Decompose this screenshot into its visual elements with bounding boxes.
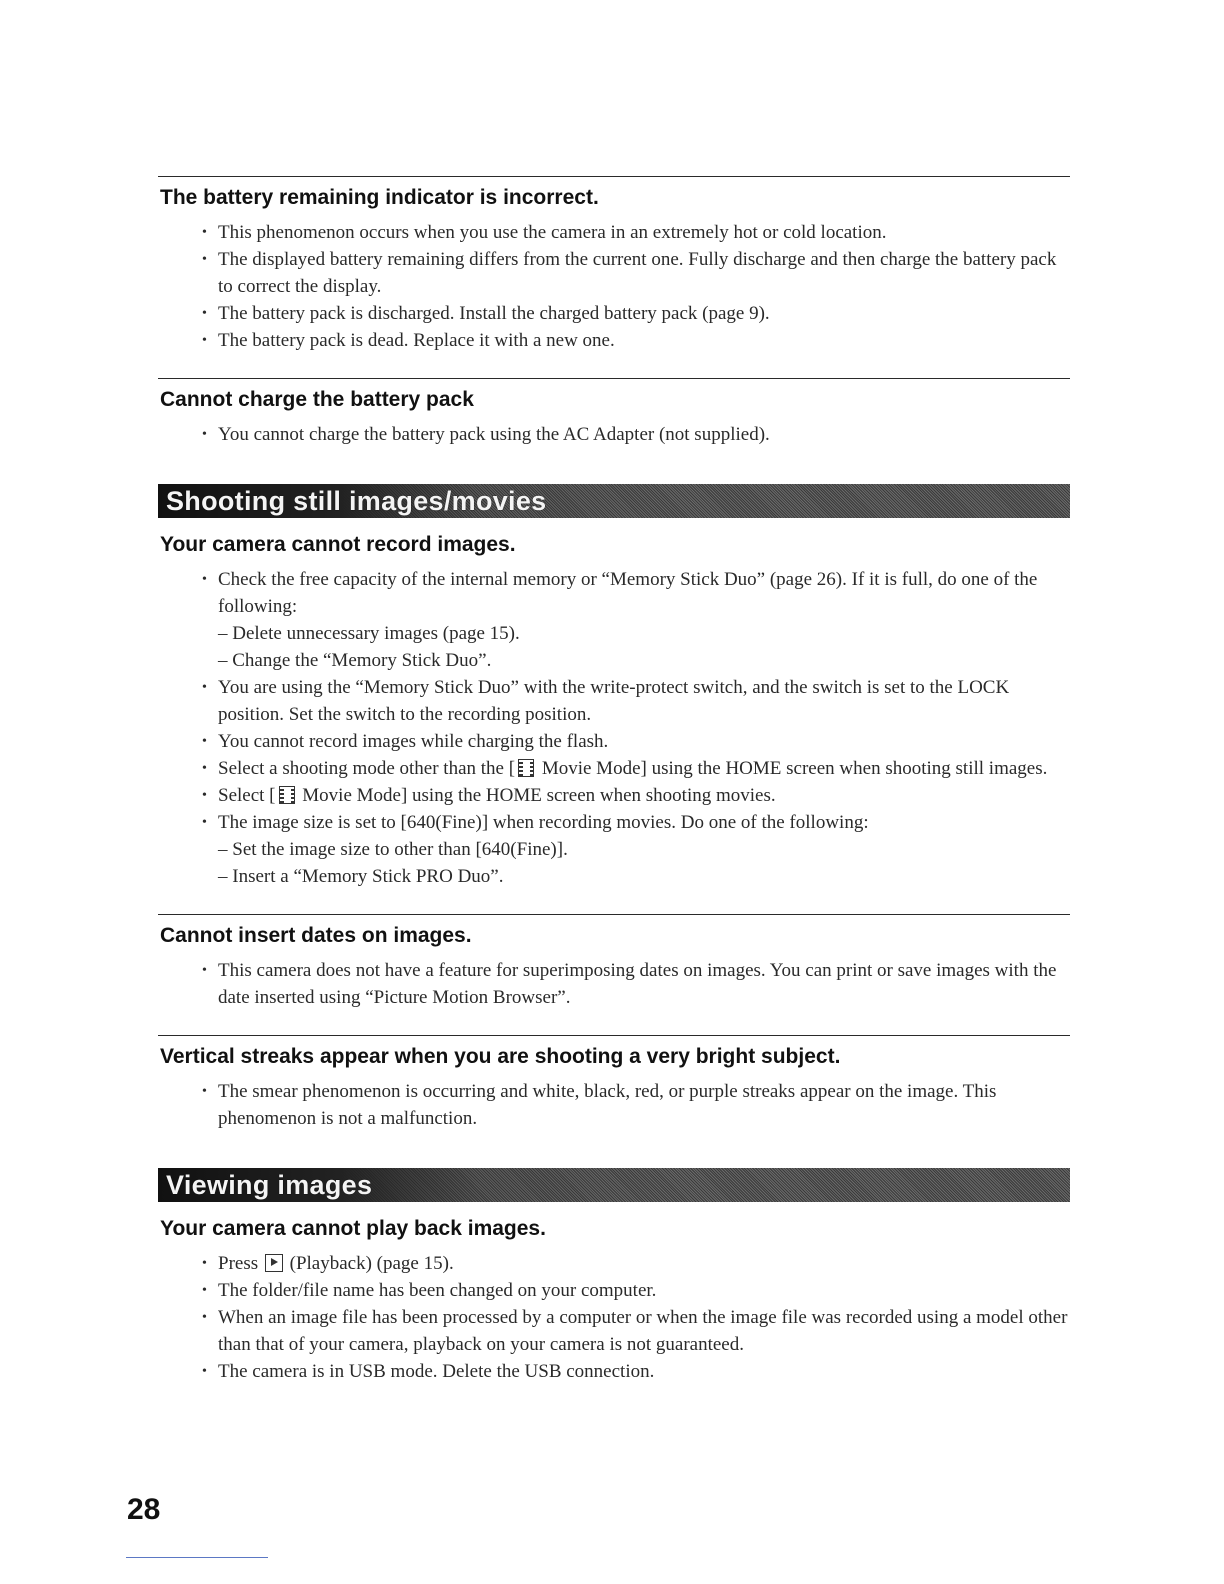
item-text: Press [218,1253,263,1274]
list-item: • The camera is in USB mode. Delete the USB connection. [202,1358,1070,1385]
list-item [202,809,1070,890]
section-heading: Your camera cannot play back images. [160,1217,546,1240]
section-cannot-record [158,532,1070,890]
banner-title: Viewing images [166,1170,373,1200]
section-cannot-insert-dates [158,914,1070,1011]
sub-item: – Delete unnecessary images (page 15). [218,623,520,644]
list-item: • You cannot charge the battery pack using the AC Adapter (not supplied). [202,421,1070,448]
list-item [202,566,1070,674]
list-item [202,782,1070,809]
bullet-list [158,1250,1070,1385]
list-item: • You cannot record images while charging the flash. [202,728,1070,755]
section-heading: The battery remaining indicator is incorrect. [160,186,599,209]
list-item: • The battery pack is discharged. Install the charged battery pack (page 9). [202,300,1070,327]
item-text: (Playback) (page 15). [284,1253,454,1274]
sub-item: – Change the “Memory Stick Duo”. [218,650,492,671]
list-item: • The battery pack is dead. Replace it with a new one. [202,327,1070,354]
item-text: Movie Mode] using the HOME screen when shooting movies. [297,785,776,806]
movie-film-icon [518,759,534,777]
list-item: • You are using the “Memory Stick Duo” with the write-protect switch, and the switch is set to the LOCK position. Set the switch to the recording position. [202,674,1070,728]
list-item: • This phenomenon occurs when you use the camera in an extremely hot or cold location. [202,219,1070,246]
category-banner-shooting [158,484,1070,518]
section-heading: Cannot charge the battery pack [160,388,474,411]
list-item: • The smear phenomenon is occurring and white, black, red, or purple streaks appear on the image. This phenomenon is not a malfunction. [202,1078,1070,1132]
category-banner-viewing [158,1168,1070,1202]
sub-item: – Insert a “Memory Stick PRO Duo”. [218,866,504,887]
page-number: 28 [127,1493,161,1526]
section-heading: Vertical streaks appear when you are shooting a very bright subject. [160,1045,841,1068]
bullet-list [158,1078,1070,1132]
movie-film-icon [279,786,295,804]
sub-list [218,836,1070,890]
sub-item: – Set the image size to other than [640(Fine)]. [218,839,568,860]
item-text: Select [ [218,785,276,806]
list-item: • When an image file has been processed by a computer or when the image file was recorded using a model other than that of your camera, playback on your camera is not guaranteed. [202,1304,1070,1358]
list-item [202,755,1070,782]
bullet-list [158,957,1070,1011]
section-vertical-streaks [158,1035,1070,1132]
item-text: Check the free capacity of the internal memory or “Memory Stick Duo” (page 26). If it is full, do one of the following: [218,569,1038,617]
section-cannot-charge [158,378,1070,448]
list-item: • The folder/file name has been changed on your computer. [202,1277,1070,1304]
bullet-list [158,566,1070,890]
item-text: The image size is set to [640(Fine)] when recording movies. Do one of the following: [218,812,869,833]
item-text: Select a shooting mode other than the [ [218,758,516,779]
footer-rule [126,1557,268,1558]
bullet-list [158,219,1070,354]
banner-title: Shooting still images/movies [166,486,547,516]
bullet-list [158,421,1070,448]
manual-page [158,176,1070,1385]
section-cannot-play-back [158,1216,1070,1385]
section-heading: Cannot insert dates on images. [160,924,472,947]
list-item: • The displayed battery remaining differs from the current one. Fully discharge and then charge the battery pack to correct the display. [202,246,1070,300]
list-item: • This camera does not have a feature for superimposing dates on images. You can print or save images with the date inserted using “Picture Motion Browser”. [202,957,1070,1011]
playback-icon [265,1254,283,1272]
section-heading: Your camera cannot record images. [160,533,516,556]
section-battery-indicator [158,176,1070,354]
sub-list [218,620,1070,674]
list-item [202,1250,1070,1277]
item-text: Movie Mode] using the HOME screen when shooting still images. [537,758,1048,779]
